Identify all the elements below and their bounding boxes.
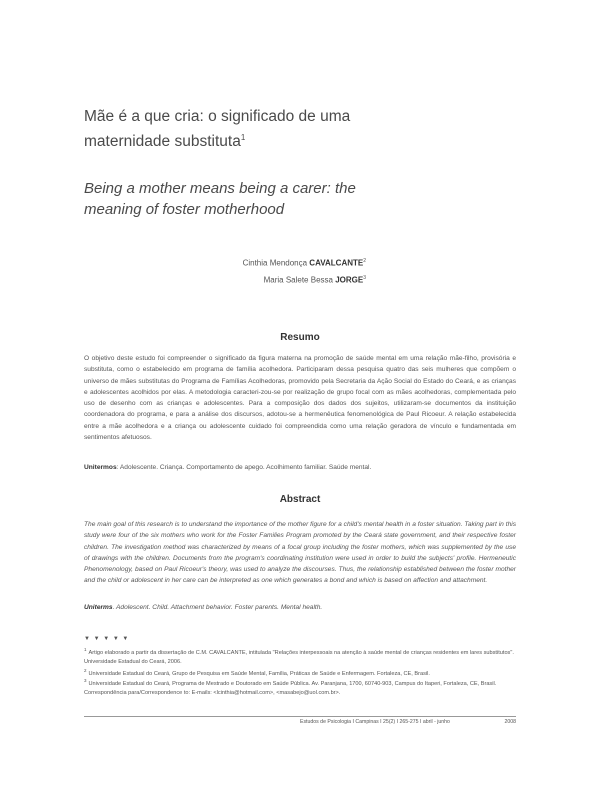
title-pt-line2: maternidade substituta: [84, 133, 241, 151]
author-2-mark: 3: [363, 275, 366, 281]
author-1-given: Cinthia Mendonça: [242, 258, 308, 268]
abstract-keywords: [84, 602, 516, 613]
footnote-2-num: 2: [84, 668, 87, 673]
author-2-family: JORGE: [335, 275, 364, 285]
abstract-text: The main goal of this research is to understand the importance of the mother figure for a child's mental health in a foster situation. Taking part in this study were four of the six mothers who work for the Foster Families Program promoted by the Ceará state government, and their respective foster children. The investigation method was characterized by means of a focal group including the foster mothers, which was supplemented by the use of drawings with the children. Documents from the program's coordinating institution were used in order to build the subjects' profile. Hermeneutic Phenomenology, based on Paul Ricoeur's theory, was used to analyze the discourses. Thus, the relationship established between the foster mother and the child or adolescent in her care can be interpreted as one which generates a bond and which is based on affection and attachment.: [84, 521, 516, 585]
footnote-2-text: Universidade Estadual do Ceará, Grupo de Pesquisa em Saúde Mental, Família, Práticas de Saúde e Enfermagem. Fortaleza, CE, Brasil.: [88, 670, 430, 677]
resumo-keywords-label: Unitermos: [84, 464, 117, 471]
footnote-1: [84, 645, 516, 668]
footnote-1-num: 1: [84, 647, 87, 652]
title-portuguese: [84, 106, 444, 152]
resumo-keywords: [84, 462, 516, 473]
footnote-3-num: 3: [84, 678, 87, 683]
footnote-1-text: Artigo elaborado a partir da dissertação de C.M. CAVALCANTE, intitulada "Relações interpessoais na atenção à saúde mental de crianças residentes em lares substitutos". Universidade Estadual do Ceará, 2006.: [84, 649, 514, 666]
footnote-3-text: Universidade Estadual do Ceará, Programa de Mestrado e Doutorado em Saúde Pública. Av. Paranjana, 1700, 60740-903, Campus do Itaperi, Fortaleza, CE, Brasil. Correspondência para/Correspondence to: E-mails: <lcinthia@hotmail.com>, <masabejo@uol.com.br>.: [84, 680, 497, 697]
footer-rule: [84, 716, 516, 717]
title-english: [84, 178, 464, 220]
author-1: [243, 258, 366, 268]
footnote-separator: ▼ ▼ ▼ ▼ ▼: [84, 636, 130, 642]
author-1-mark: 2: [363, 258, 366, 264]
abstract-keywords-list: . Adolescent. Child. Attachment behavior. Foster parents. Mental health.: [112, 604, 323, 611]
resumo-text: O objetivo deste estudo foi compreender o significado da figura materna na promoção de saúde mental em uma relação mãe-filho, provisória e substituta, como o estabelecido em programa de família acolhedora. Participaram dessa pesquisa quatro das seis mulheres que compõem o universo de mães substitutas do Programa de Famílias Acolhedoras, promovido pela Secretaria da Ação Social do Estado do Ceará, e as crianças e adolescentes acolhidos por elas. A metodologia caracteri-zou-se por realização de grupo focal com as mães acolhedoras, complementada pelo uso de desenho com as crianças e adolescentes. Para a composição dos dados dos sujeitos, utilizaram-se documentos da instituição coordenadora do programa, e para a análise dos discursos, adotou-se a hermenêutica fenomenológica de Paul Ricoeur. A relação estabelecida entre a mãe acolhedora e a criança ou adolescente cuidado foi compreendida como uma relação geradora de vínculo e fundamentada em sentimentos afetuosos.: [84, 355, 516, 442]
resumo-keywords-list: : Adolescente. Criança. Comportamento de apego. Acolhimento familiar. Saúde mental.: [116, 464, 372, 471]
title-en-line1: Being a mother means being a carer: the: [84, 180, 356, 197]
footnote-3: [84, 676, 516, 699]
author-2-given: Maria Salete Bessa: [263, 275, 333, 285]
title-footnote-mark: 1: [240, 133, 246, 142]
footer-page-number: 2008: [504, 719, 516, 725]
author-1-family: CAVALCANTE: [309, 258, 364, 268]
title-en-line2: meaning of foster motherhood: [84, 201, 285, 218]
resumo-heading: Resumo: [280, 332, 320, 343]
author-2: [264, 275, 366, 285]
title-pt-line1: Mãe é a que cria: o significado de uma: [84, 108, 351, 125]
abstract-keywords-label: Uniterms: [84, 604, 113, 611]
footer-journal-info: Estudos de Psicologia I Campinas I 25(2) I 265-275 I abril - junho: [300, 719, 450, 725]
abstract-heading: Abstract: [279, 494, 321, 505]
